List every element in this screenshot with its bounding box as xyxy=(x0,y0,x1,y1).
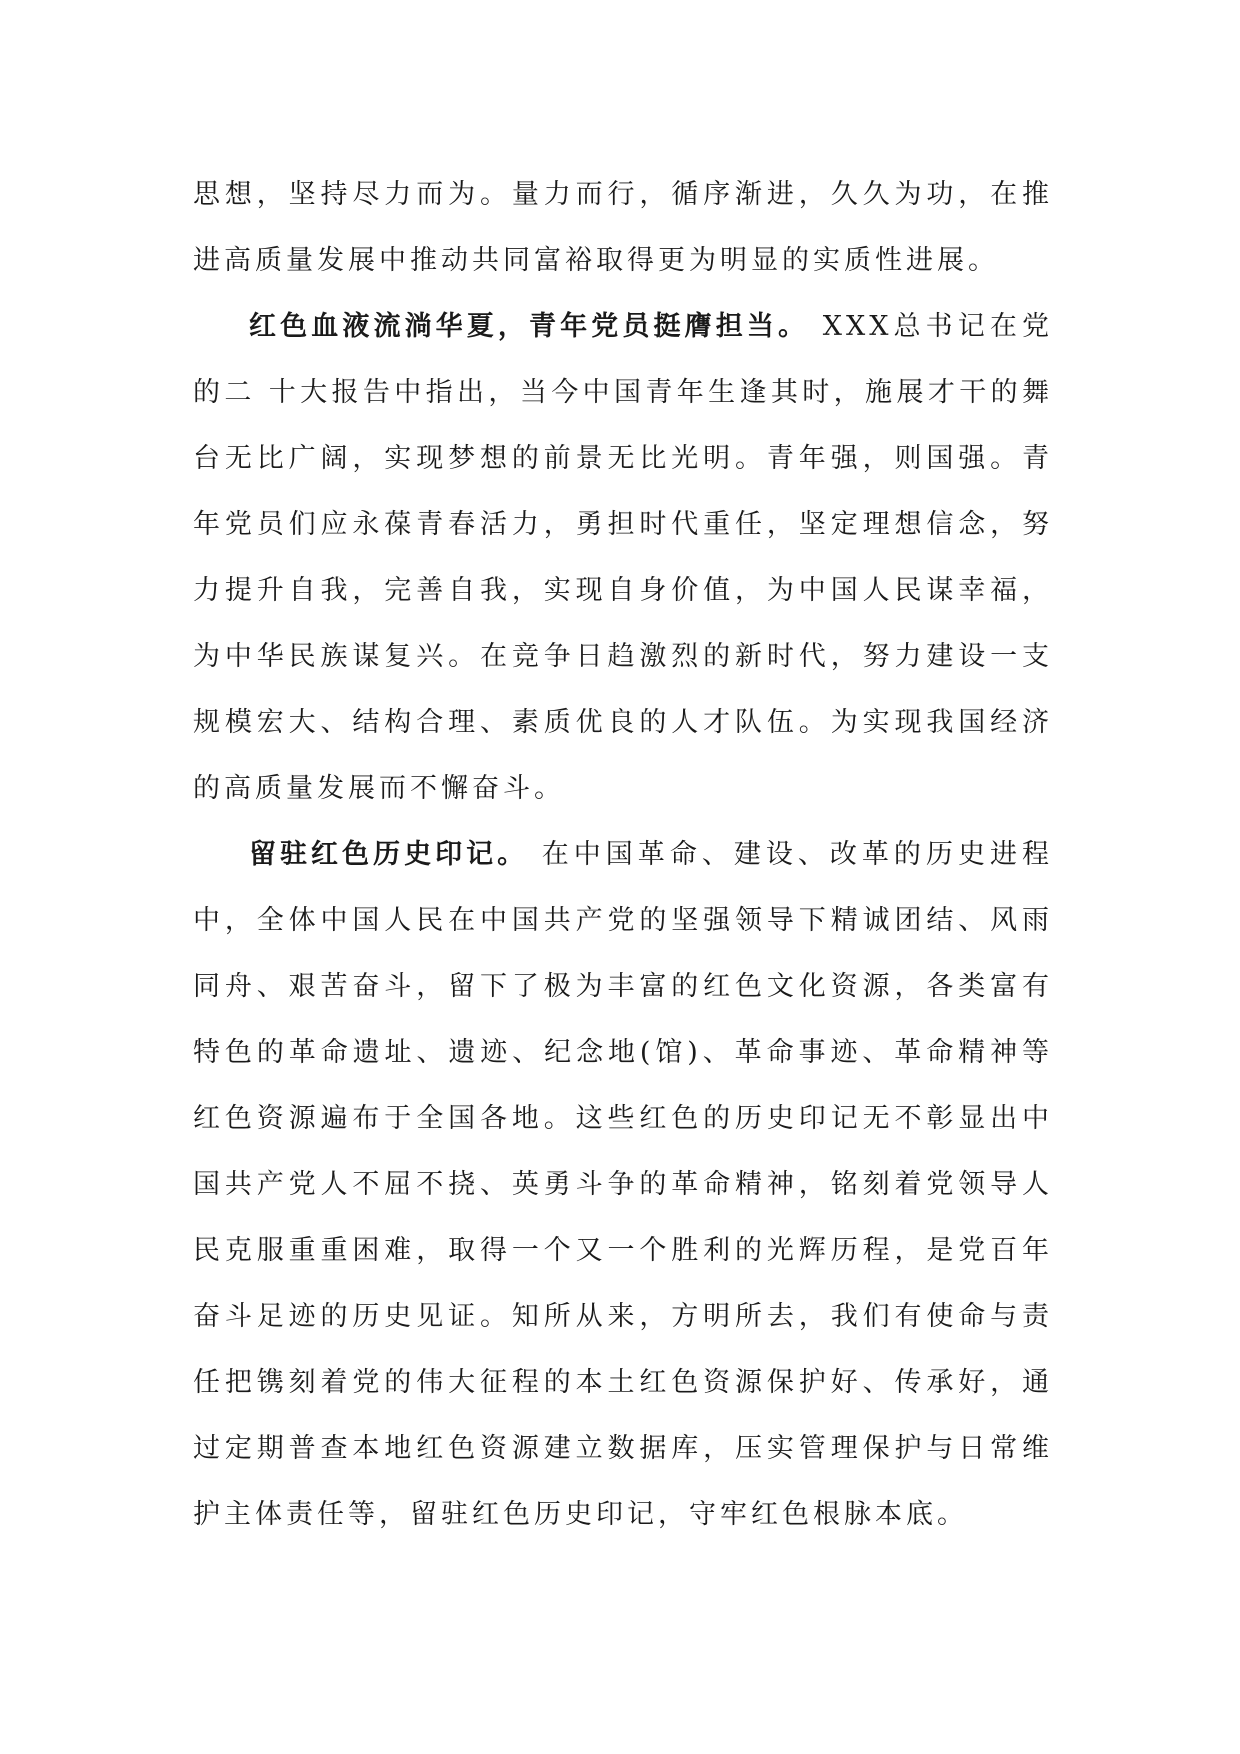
paragraph-2-lead: 红色血液流淌华夏，青年党员挺膺担当。 xyxy=(249,311,810,342)
paragraph-1-text: 思想，坚持尽力而为。量力而行，循序渐进，久久为功，在推进高质量发展中推动共同富裕取得更为明显的实质性进展。 xyxy=(193,179,1053,276)
paragraph-2 xyxy=(193,294,1053,822)
document-body xyxy=(193,162,1053,1548)
paragraph-2-text: XXX总书记在党的二 十大报告中指出，当今中国青年生逢其时，施展才干的舞台无比广阔，实现梦想的前景无比光明。青年强，则国强。青年党员们应永葆青春活力，勇担时代重任，坚定理想信念，努力提升自我，完善自我，实现自身价值，为中国人民谋幸福，为中华民族谋复兴。在竞争日趋激烈的新时代，努力建设一支规模宏大、结构合理、素质优良的人才队伍。为实现我国经济的高质量发展而不懈奋斗。 xyxy=(193,311,1053,804)
paragraph-3-lead: 留驻红色历史印记。 xyxy=(249,839,529,870)
paragraph-1 xyxy=(193,162,1053,294)
paragraph-3-text: 在中国革命、建设、改革的历史进程中，全体中国人民在中国共产党的坚强领导下精诚团结、风雨同舟、艰苦奋斗，留下了极为丰富的红色文化资源，各类富有特色的革命遗址、遗迹、纪念地(馆)、革命事迹、革命精神等红色资源遍布于全国各地。这些红色的历史印记无不彰显出中国共产党人不屈不挠、英勇斗争的革命精神，铭刻着党领导人民克服重重困难，取得一个又一个胜利的光辉历程，是党百年奋斗足迹的历史见证。知所从来，方明所去，我们有使命与责任把镌刻着党的伟大征程的本土红色资源保护好、传承好，通过定期普查本地红色资源建立数据库，压实管理保护与日常维护主体责任等，留驻红色历史印记，守牢红色根脉本底。 xyxy=(193,839,1053,1530)
paragraph-3 xyxy=(193,822,1053,1548)
